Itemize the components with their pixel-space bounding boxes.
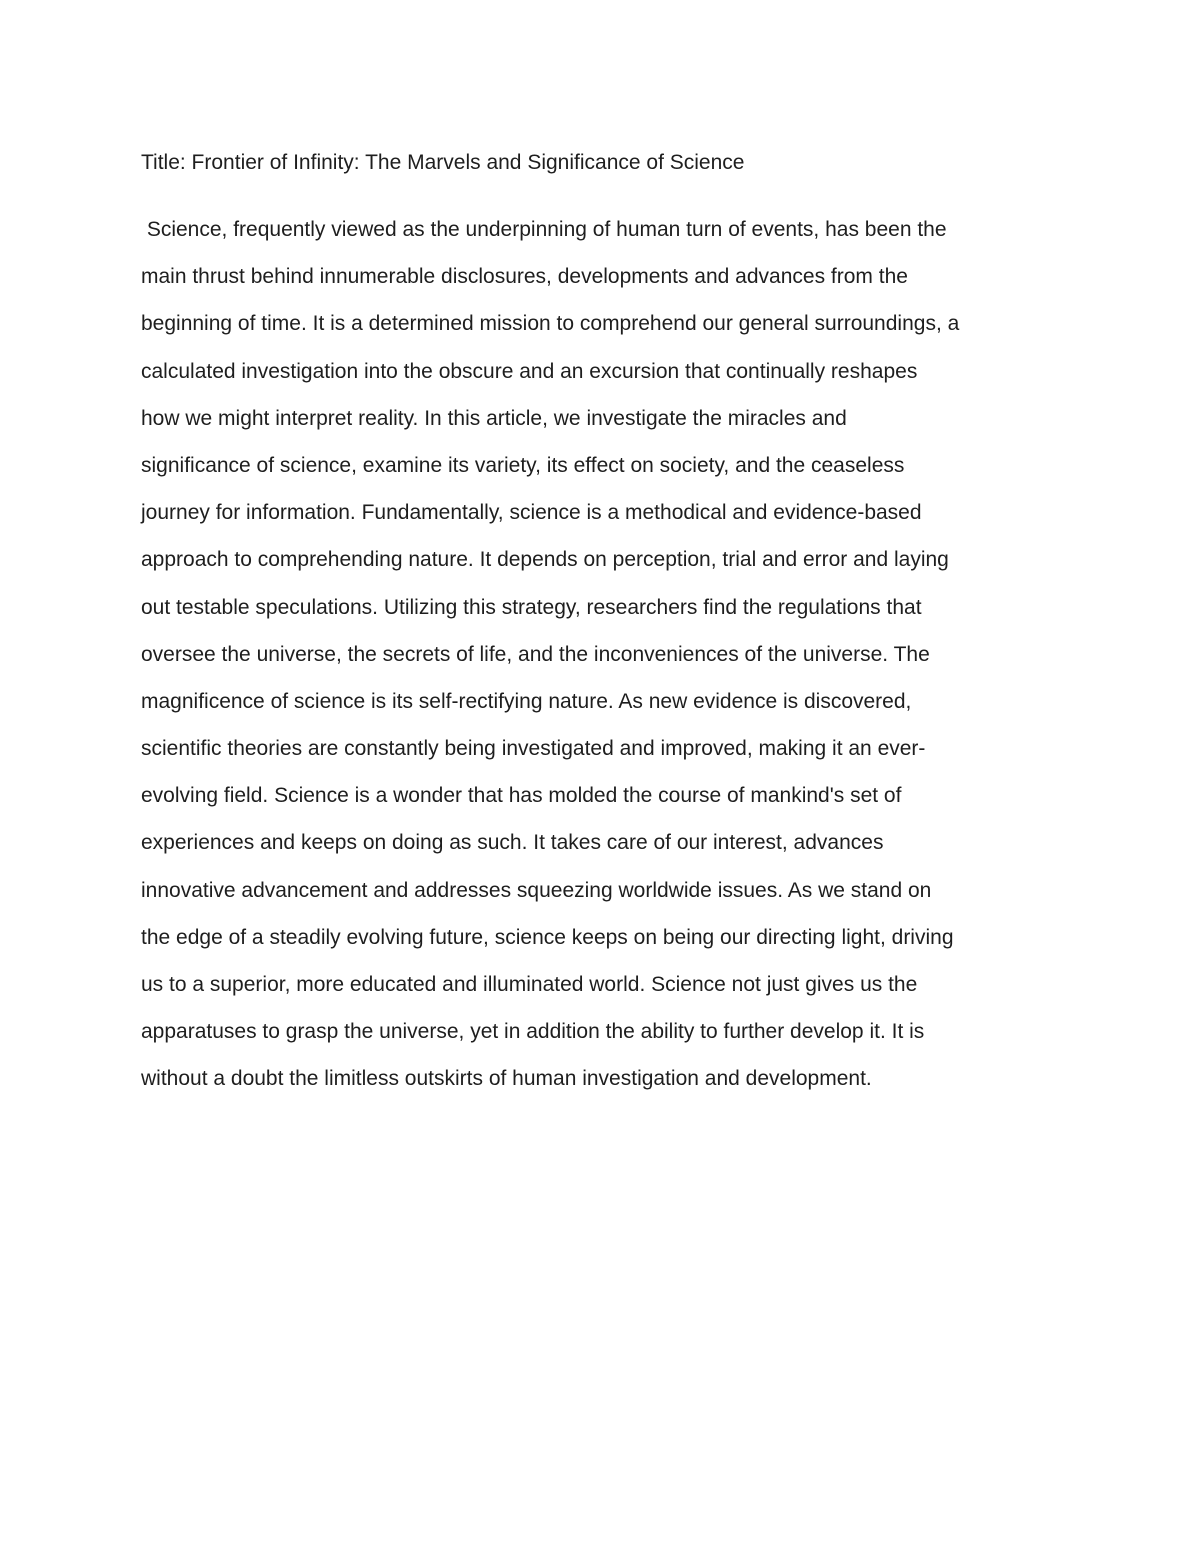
body-line: how we might interpret reality. In this article, we investigate the miracles and — [141, 406, 847, 430]
body-line: out testable speculations. Utilizing this strategy, researchers find the regulations that — [141, 595, 922, 619]
body-line: Science, frequently viewed as the underpinning of human turn of events, has been the — [141, 218, 947, 241]
body-line: experiences and keeps on doing as such. It takes care of our interest, advances — [141, 831, 884, 855]
body-line: us to a superior, more educated and illuminated world. Science not just gives us the — [141, 973, 918, 996]
body-line: beginning of time. It is a determined mission to comprehend our general surroundings, a — [141, 312, 960, 336]
body-line: evolving field. Science is a wonder that has molded the course of mankind's set of — [141, 784, 902, 808]
document-title: Title: Frontier of Infinity: The Marvels and Significance of Science — [141, 151, 745, 174]
body-line: main thrust behind innumerable disclosures, developments and advances from the — [141, 265, 908, 289]
body-line: approach to comprehending nature. It depends on perception, trial and error and laying — [141, 548, 949, 572]
body-line: journey for information. Fundamentally, science is a methodical and evidence-based — [141, 501, 922, 525]
body-line: calculated investigation into the obscure and an excursion that continually reshapes — [141, 359, 918, 383]
body-line: apparatuses to grasp the universe, yet in addition the ability to further develop it. It is — [141, 1020, 925, 1044]
body-line: magnificence of science is its self-rectifying nature. As new evidence is discovered, — [141, 689, 912, 713]
document-body — [141, 215, 1081, 1112]
body-line: the edge of a steadily evolving future, science keeps on being our directing light, driving — [141, 925, 954, 949]
body-line: significance of science, examine its variety, its effect on society, and the ceaseless — [141, 453, 905, 477]
body-line: without a doubt the limitless outskirts of human investigation and development. — [141, 1067, 872, 1091]
body-line: innovative advancement and addresses squeezing worldwide issues. As we stand on — [141, 878, 932, 902]
body-line: oversee the universe, the secrets of life, and the inconveniences of the universe. The — [141, 642, 930, 666]
body-line: scientific theories are constantly being investigated and improved, making it an ever- — [141, 737, 926, 761]
